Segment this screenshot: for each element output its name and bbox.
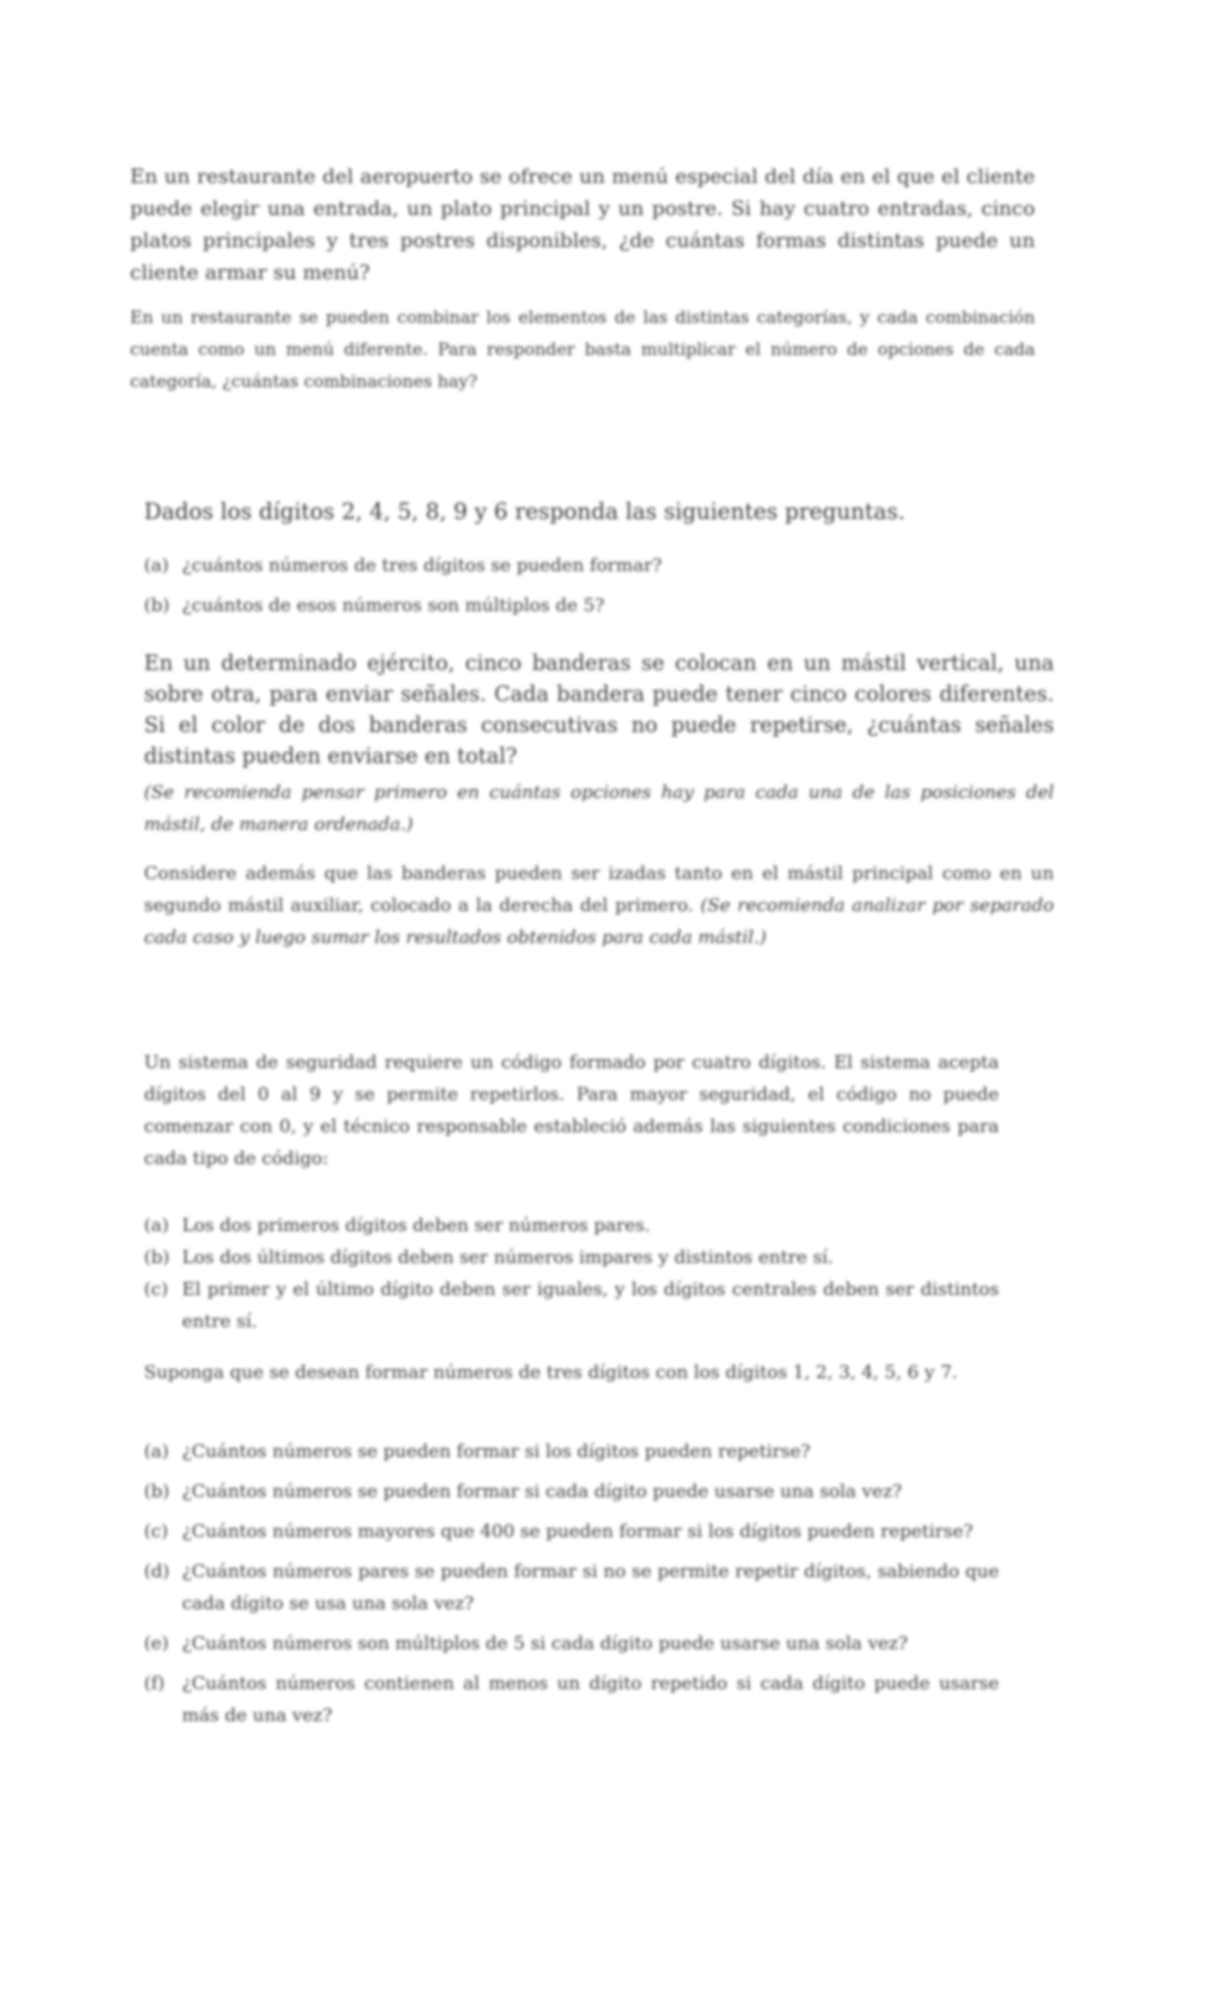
flags-followup (144, 858, 1054, 954)
codes-prompt: Suponga que se desean formar números de tres dígitos con los dígitos 1, 2, 3, 4, 5, 6 y 7. (144, 1362, 958, 1383)
item-text: ¿Cuántos números son múltiplos de 5 si cada dígito puede usarse una sola vez? (182, 1633, 908, 1654)
item-text: ¿cuántos números de tres dígitos se pueden formar? (182, 555, 662, 576)
item-label: (c) (144, 1279, 169, 1300)
digits-item-a (144, 550, 1049, 582)
condition-item (144, 1274, 999, 1338)
flags-followup-text: Considere además que las banderas pueden ser izadas tanto en el mástil principal como en un segundo mástil auxiliar, colocado a la derecha del primero. (144, 863, 1054, 916)
question-item (144, 1516, 999, 1548)
condition-item (144, 1210, 999, 1242)
item-text: Los dos últimos dígitos deben ser números impares y distintos entre sí. (182, 1247, 834, 1268)
item-label: (a) (144, 555, 169, 576)
intro-question: En un restaurante del aeropuerto se ofrece un menú especial del día en el que el cliente puede elegir una entrada, un plato principal y un postre. Si hay cuatro entradas, cinco platos principales y tres postres disponibles, ¿de cuántas formas distintas puede un cliente armar su menú? (130, 164, 1035, 284)
codes-conditions (144, 1210, 999, 1338)
item-text: ¿cuántos de esos números son múltiplos de 5? (182, 595, 605, 616)
item-text: Los dos primeros dígitos deben ser números pares. (182, 1215, 651, 1236)
question-item (144, 1628, 999, 1660)
digits-prompt: Dados los dígitos 2, 4, 5, 8, 9 y 6 responda las siguientes preguntas. (144, 500, 906, 525)
item-label: (a) (144, 1441, 169, 1462)
item-label: (a) (144, 1215, 169, 1236)
item-label: (f) (144, 1673, 165, 1694)
condition-item (144, 1242, 999, 1274)
item-text: ¿Cuántos números pares se pueden formar si no se permite repetir dígitos, sabiendo que cada dígito se usa una sola vez? (182, 1561, 999, 1614)
flags-statement: En un determinado ejército, cinco banderas se colocan en un mástil vertical, una sobre otra, para enviar señales. Cada bandera puede tener cinco colores diferentes. Si el color de dos banderas consecutivas no puede repetirse, ¿cuántas señales distintas pueden enviarse en total? (144, 651, 1054, 768)
item-text: ¿Cuántos números se pueden formar si cada dígito puede usarse una sola vez? (182, 1481, 902, 1502)
flags-followup-hint: (Se recomienda analizar por separado cada caso y luego sumar los resultados obtenidos para cada mástil.) (144, 895, 1054, 948)
item-label: (e) (144, 1633, 169, 1654)
intro-note: En un restaurante se pueden combinar los elementos de las distintas categorías, y cada combinación cuenta como un menú diferente. Para responder basta multiplicar el número de opciones de cada categoría, ¿cuántas combinaciones hay? (130, 308, 1035, 392)
codes-statement: Un sistema de seguridad requiere un código formado por cuatro dígitos. El sistema acepta dígitos del 0 al 9 y se permite repetirlos. Para mayor seguridad, el código no puede comenzar con 0, y el técnico responsable estableció además las siguientes condiciones para cada tipo de código: (144, 1052, 999, 1169)
question-item (144, 1476, 999, 1508)
item-label: (c) (144, 1521, 169, 1542)
item-label: (b) (144, 1481, 170, 1502)
flags-hint: (Se recomienda pensar primero en cuántas opciones hay para cada una de las posiciones del mástil, de manera ordenada.) (144, 782, 1054, 835)
item-text: El primer y el último dígito deben ser iguales, y los dígitos centrales deben ser distintos entre sí. (182, 1279, 999, 1332)
item-label: (d) (144, 1561, 170, 1582)
question-item (144, 1556, 999, 1620)
digits-item-b (144, 590, 1049, 622)
question-item (144, 1436, 999, 1468)
item-text: ¿Cuántos números mayores que 400 se pueden formar si los dígitos pueden repetirse? (182, 1521, 974, 1542)
item-label: (b) (144, 595, 170, 616)
item-label: (b) (144, 1247, 170, 1268)
item-text: ¿Cuántos números contienen al menos un dígito repetido si cada dígito puede usarse más de una vez? (182, 1673, 999, 1726)
codes-questions (144, 1436, 999, 1732)
question-item (144, 1668, 999, 1732)
item-text: ¿Cuántos números se pueden formar si los dígitos pueden repetirse? (182, 1441, 811, 1462)
